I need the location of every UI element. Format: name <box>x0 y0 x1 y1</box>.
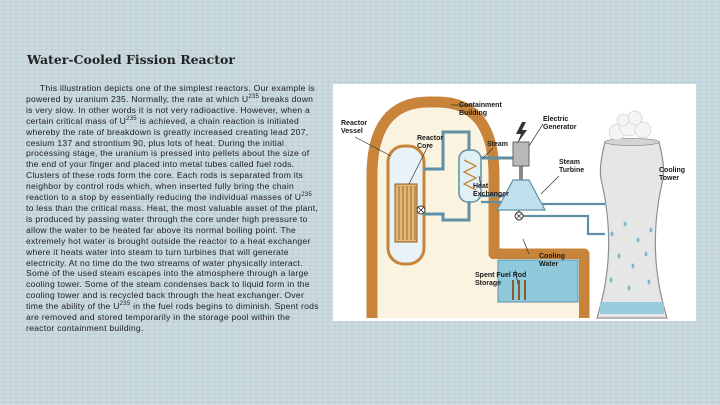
label-containment-l1: Containment <box>459 102 502 109</box>
label-tower-l2: Tower <box>659 175 680 182</box>
reactor-diagram <box>333 84 696 321</box>
label-cooling-water-l2: Water <box>539 261 559 268</box>
cooling-tower-rim <box>605 139 659 146</box>
slide-title: Water-Cooled Fission Reactor <box>27 52 235 67</box>
paragraph-text-5: in the fuel rods begins to diminish. Spent rods are removed and stored temporarily in the storage pool within the reactor containment building. <box>26 301 319 333</box>
label-exchanger-l2: Exchanger <box>473 191 509 198</box>
body-paragraph <box>26 83 320 334</box>
label-cooling-water-l1: Cooling <box>539 253 566 260</box>
label-generator-l2: Generator <box>543 124 577 131</box>
label-steam: Steam <box>487 141 509 148</box>
steam-plume <box>609 111 651 140</box>
label-spent-l1: Spent Fuel Rod <box>475 272 527 279</box>
label-vessel-l2: Vessel <box>341 128 363 135</box>
paragraph-text-4: to less than the critical mass. Heat, the most valuable asset of the plant, is produced by passing water through the core under high pressure to allow the water to be heated far above its normal boiling point. The extremely hot water is brought outside the reactor to a heat exchanger where it heats water into steam to turn turbines that will generate electricity. At no time do the two streams of water physically interact. Some of the used steam escapes into the atmosphere through a large cooling tower. Some of the steam condenses back to liquid form in the cooling tower and is recycled back through the heat exchanger. Over time the ability of the U <box>26 202 318 312</box>
label-turbine-l1: Steam <box>559 159 581 166</box>
label-core-l1: Reactor <box>417 135 444 142</box>
label-containment-l2: Building <box>459 110 487 117</box>
paragraph-text-3: is achieved, a chain reaction is initiated whereby the rate of breakdown is greatly increased creating lead 207, cesium 137 and strontium 90, plus lots of heat. During the initial processing stage, the uranium is pressed into pellets about the size of the end of your finger and placed into metal tubes called fuel rods. Clusters of these rods form the core. Each rods is separated from its neighbor by control rods which, when inserted fully bring the chain reaction to a stop by essentially reducing the individual masses of U <box>26 115 310 203</box>
isotope-superscript: 235 <box>248 93 260 100</box>
turbine-shaft <box>519 166 523 180</box>
isotope-superscript: 235 <box>301 192 312 199</box>
spent-fuel-pool <box>498 260 578 302</box>
label-tower-l1: Cooling <box>659 167 686 174</box>
electric-generator <box>513 142 529 166</box>
isotope-superscript: 235 <box>119 301 131 308</box>
lightning-bolt-icon <box>516 122 527 144</box>
cooling-tower <box>597 142 667 318</box>
label-generator-l1: Electric <box>543 116 569 123</box>
reactor-core <box>395 184 417 242</box>
isotope-superscript: 235 <box>126 115 137 122</box>
secondary-return-pipes <box>481 196 605 234</box>
label-vessel-l1: Reactor <box>341 120 368 127</box>
label-core-l2: Core <box>417 143 433 150</box>
reactor-illustration <box>333 84 696 321</box>
paragraph-text-2: breaks down is very slow. In other words it is not very radioactive. However, when a certain critical mass of U <box>26 93 314 126</box>
paragraph-text-1: This illustration depicts one of the simplest reactors. Our example is powered by uranium 235. Normally, the rate at which U <box>26 83 315 104</box>
label-spent-l2: Storage <box>475 280 502 287</box>
label-exchanger-l1: Heat <box>473 183 489 190</box>
label-turbine-l2: Turbine <box>559 167 585 174</box>
tower-basin <box>600 302 664 314</box>
